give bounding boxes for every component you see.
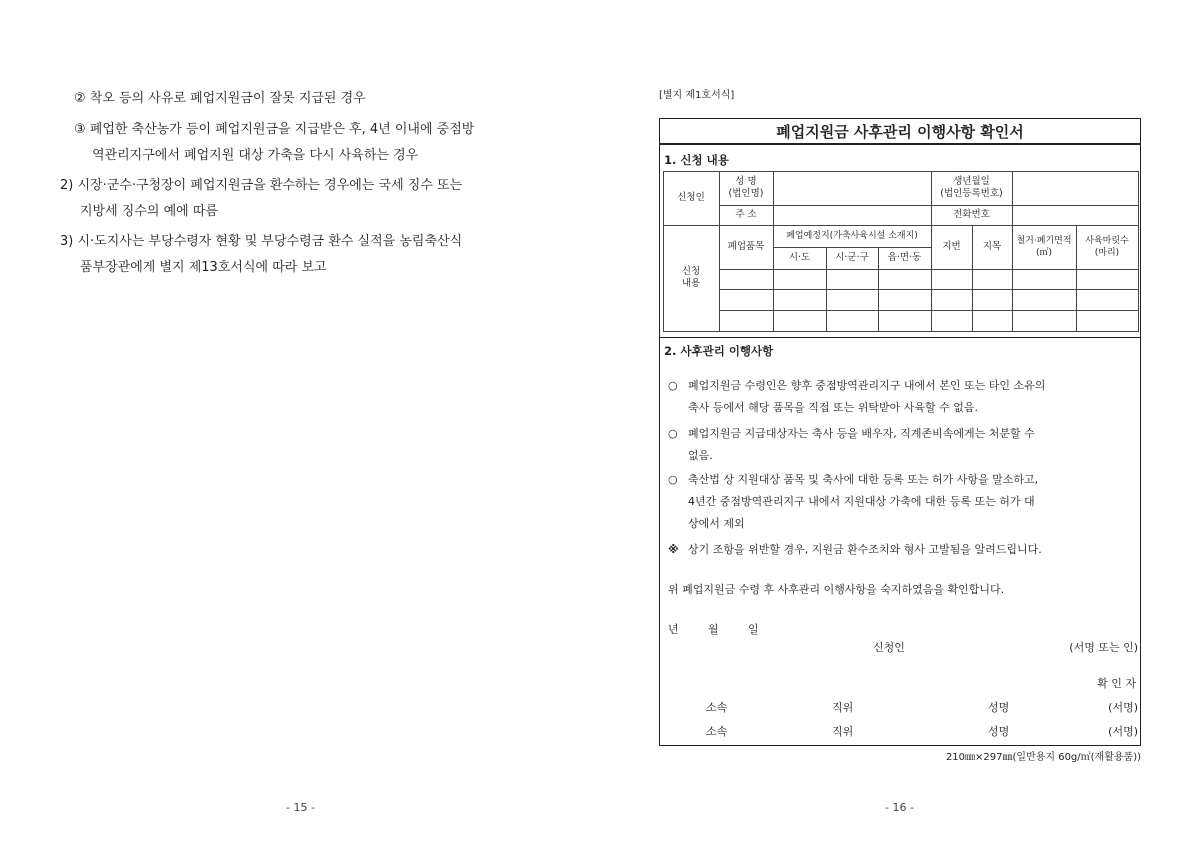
jimok-label: 지목 (982, 241, 1002, 252)
confirm-statement: 위 폐업지원금 수령 후 사후관리 이행사항을 숙지하였음을 확인합니다. (668, 583, 1005, 596)
applicant-label: 신청인 (677, 192, 705, 203)
sign-label: (서명) (1108, 725, 1138, 738)
list-item: 3) 시·도지사는 부당수령자 현황 및 부당수령금 환수 실적을 농림축산식 (60, 234, 463, 249)
heads-label: 사육마릿수 (마리) (1085, 236, 1129, 258)
confirmer-label: 확 인 자 (1097, 677, 1136, 690)
date-year: 년 (668, 623, 679, 636)
sigungu-label: 시·군·구 (835, 252, 869, 263)
form-tag: [별지 제1호서식] (659, 90, 735, 101)
bullet-text: 축사 등에서 해당 품목을 직접 또는 위탁받아 사육할 수 없음. (688, 401, 978, 414)
bullet-text: 폐업지원금 지급대상자는 축사 등을 배우자, 직계존비속에게는 처분할 수 (688, 427, 1035, 440)
affil-label: 소속 (706, 701, 728, 714)
position-label: 직위 (832, 701, 854, 714)
birth-label: 생년월일 (법인등록번호) (940, 176, 1003, 199)
area-label: 철거·폐기면적 (㎡) (1016, 236, 1072, 258)
page-number: - 16 - (885, 801, 914, 814)
list-item: ③ 폐업한 축산농가 등이 폐업지원금을 지급받은 후, 4년 이내에 중점방 (74, 122, 475, 137)
date-day: 일 (748, 623, 759, 636)
bullet-mark: ○ (668, 473, 678, 486)
list-item: 품부장관에게 별지 제13호서식에 따라 보고 (80, 260, 327, 275)
warning-text: 상기 조항을 위반할 경우, 지원금 환수조치와 형사 고발됨을 알려드립니다. (688, 543, 1042, 556)
date-month: 월 (708, 623, 719, 636)
warning-mark: ※ (668, 543, 679, 556)
applicant-sign-label: 신청인 (873, 641, 905, 654)
jibeon-label: 지번 (942, 241, 961, 252)
list-item: ② 착오 등의 사유로 폐업지원금이 잘못 지급된 경우 (74, 91, 366, 106)
position-label: 직위 (832, 725, 854, 738)
closed-item-label: 폐업품목 (727, 241, 765, 252)
bullet-text: 축산법 상 지원대상 품목 및 축사에 대한 등록 또는 허가 사항을 말소하고, (688, 473, 1039, 486)
phone-label: 전화번호 (953, 209, 990, 220)
bullet-text: 4년간 중점방역관리지구 내에서 지원대상 가축에 대한 등록 또는 허가 대 (688, 495, 1035, 508)
applicant-sign: (서명 또는 인) (1069, 641, 1138, 654)
name-label: 성명 (988, 701, 1010, 714)
page-number: - 15 - (286, 801, 315, 814)
name-label: 성 명 (법인명) (728, 176, 764, 199)
bullet-text: 상에서 제외 (688, 517, 745, 530)
bullet-mark: ○ (668, 379, 678, 392)
list-item: 2) 시장·군수·구청장이 폐업지원금을 환수하는 경우에는 국세 징수 또는 (60, 178, 463, 193)
bullet-text: 없음. (688, 449, 713, 462)
confirmation-form (659, 118, 1141, 746)
affil-label: 소속 (706, 725, 728, 738)
name-label: 성명 (988, 725, 1010, 738)
form-title: 폐업지원금 사후관리 이행사항 확인서 (776, 123, 1024, 141)
bullet-mark: ○ (668, 427, 678, 440)
bullet-text: 폐업지원금 수령인은 향후 중점방역관리지구 내에서 본인 또는 타인 소유의 (688, 379, 1046, 392)
request-label: 신청 내용 (681, 266, 701, 289)
address-label: 주 소 (735, 209, 757, 220)
paper-spec: 210㎜×297㎜(일반용지 60g/㎡(재활용품)) (945, 752, 1141, 763)
eupmyeondong-label: 읍·면·동 (887, 252, 922, 263)
section-title: 1. 신청 내용 (664, 153, 729, 167)
list-item: 지방세 징수의 예에 따름 (80, 204, 218, 219)
sido-label: 시·도 (788, 252, 811, 263)
location-header: 폐업예정지(가축사육시설 소재지) (786, 231, 918, 241)
list-item: 역관리지구에서 폐업지원 대상 가축을 다시 사육하는 경우 (92, 148, 419, 163)
sign-label: (서명) (1108, 701, 1138, 714)
section-title: 2. 사후관리 이행사항 (664, 344, 774, 358)
